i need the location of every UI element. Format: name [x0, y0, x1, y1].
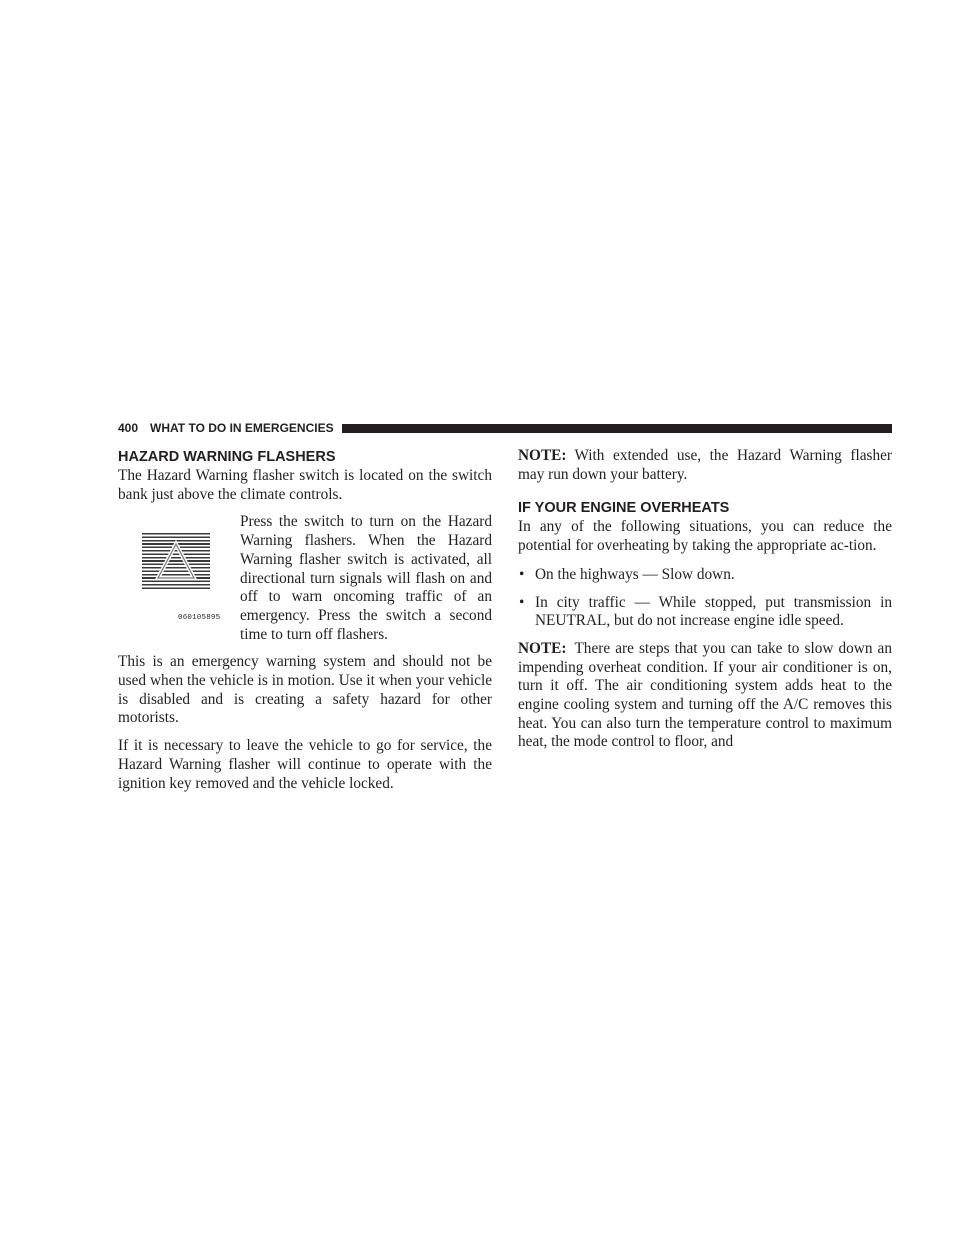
- header-rule: [342, 424, 892, 433]
- hazard-para-2: This is an emergency warning system and should not be used when the vehicle is in motion. Use it when your vehicle is disabled and is creating a safety hazard for other motorists.: [118, 653, 492, 727]
- list-item: • On the highways — Slow down.: [518, 566, 892, 585]
- note-text: There are steps that you can take to slow down an impending overheat condition. If your air conditioner is on, turn it off. The air conditioning system adds heat to the engine cooling system and turning off the A/C removes this heat. You can also turn the temperature control to maximum heat, the mode control to floor, and: [518, 639, 892, 751]
- hazard-figure-block: [118, 513, 492, 644]
- hazard-switch-figure: [118, 513, 240, 643]
- page-header: [118, 420, 892, 436]
- overheat-intro: In any of the following situations, you can reduce the potential for overheating by taking the appropriate ac-tion.: [518, 518, 892, 555]
- hazard-figure-text: Press the switch to turn on the Hazard Warning flashers. When the Hazard Warning flasher switch is activated, all directional turn signals will flash on and off to warn oncoming traffic of an emergency. Press the switch a second time to turn off flashers.: [240, 513, 492, 643]
- hazard-triangle-icon: [142, 533, 210, 591]
- list-item: • In city traffic — While stopped, put transmission in NEUTRAL, but do not increase engine idle speed.: [518, 594, 892, 631]
- overheat-bullet-list: [518, 566, 892, 631]
- hazard-heading: HAZARD WARNING FLASHERS: [118, 449, 336, 465]
- hazard-intro: The Hazard Warning flasher switch is located on the switch bank just above the climate controls.: [118, 467, 492, 503]
- section-title: WHAT TO DO IN EMERGENCIES: [150, 421, 334, 435]
- left-column: [118, 447, 492, 793]
- note-text: With extended use, the Hazard Warning flasher may run down your battery.: [518, 447, 892, 483]
- note-overheat: [518, 640, 892, 752]
- note-label: NOTE:: [518, 447, 567, 464]
- right-column: [518, 447, 892, 752]
- page-number: 400: [118, 421, 139, 435]
- figure-code: 060105895: [178, 614, 221, 623]
- note-label: NOTE:: [518, 639, 567, 657]
- note-battery: [518, 447, 892, 484]
- hazard-para-3: If it is necessary to leave the vehicle to go for service, the Hazard Warning flasher will continue to operate with the ignition key removed and the vehicle locked.: [118, 737, 492, 792]
- overheat-heading: IF YOUR ENGINE OVERHEATS: [518, 500, 730, 517]
